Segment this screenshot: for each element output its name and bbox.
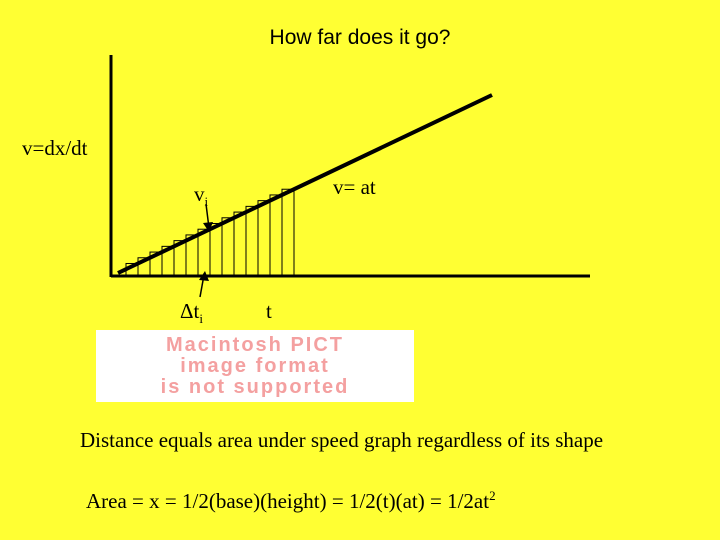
statement-text: Distance equals area under speed graph regardless of its shape [80, 428, 604, 452]
area-strip [258, 201, 270, 276]
placeholder-line-1: Macintosh PICT [165, 333, 344, 356]
area-strip [222, 218, 234, 276]
velocity-line [118, 95, 492, 273]
vi-label: $v_i$ [194, 182, 209, 210]
area-formula: Area = x = 1/2(base)(height) = $1/2(t)(at) = 1/2at^2$ [86, 488, 496, 513]
area-strip [270, 195, 282, 276]
area-strip [246, 206, 258, 276]
area-strip [210, 224, 222, 276]
line-label: v= at [333, 175, 376, 199]
x-axis-label: t [266, 299, 272, 323]
placeholder-line-3: is not supported [160, 375, 350, 398]
area-strip [234, 212, 246, 276]
placeholder-line-2: image format [180, 354, 330, 377]
slide-title: How far does it go? [269, 26, 451, 49]
unsupported-image-placeholder [96, 330, 414, 402]
y-axis-label: v=dx/dt [22, 136, 88, 160]
dti-label: $\Delta t_i$ [180, 299, 203, 327]
area-strip [282, 189, 294, 276]
